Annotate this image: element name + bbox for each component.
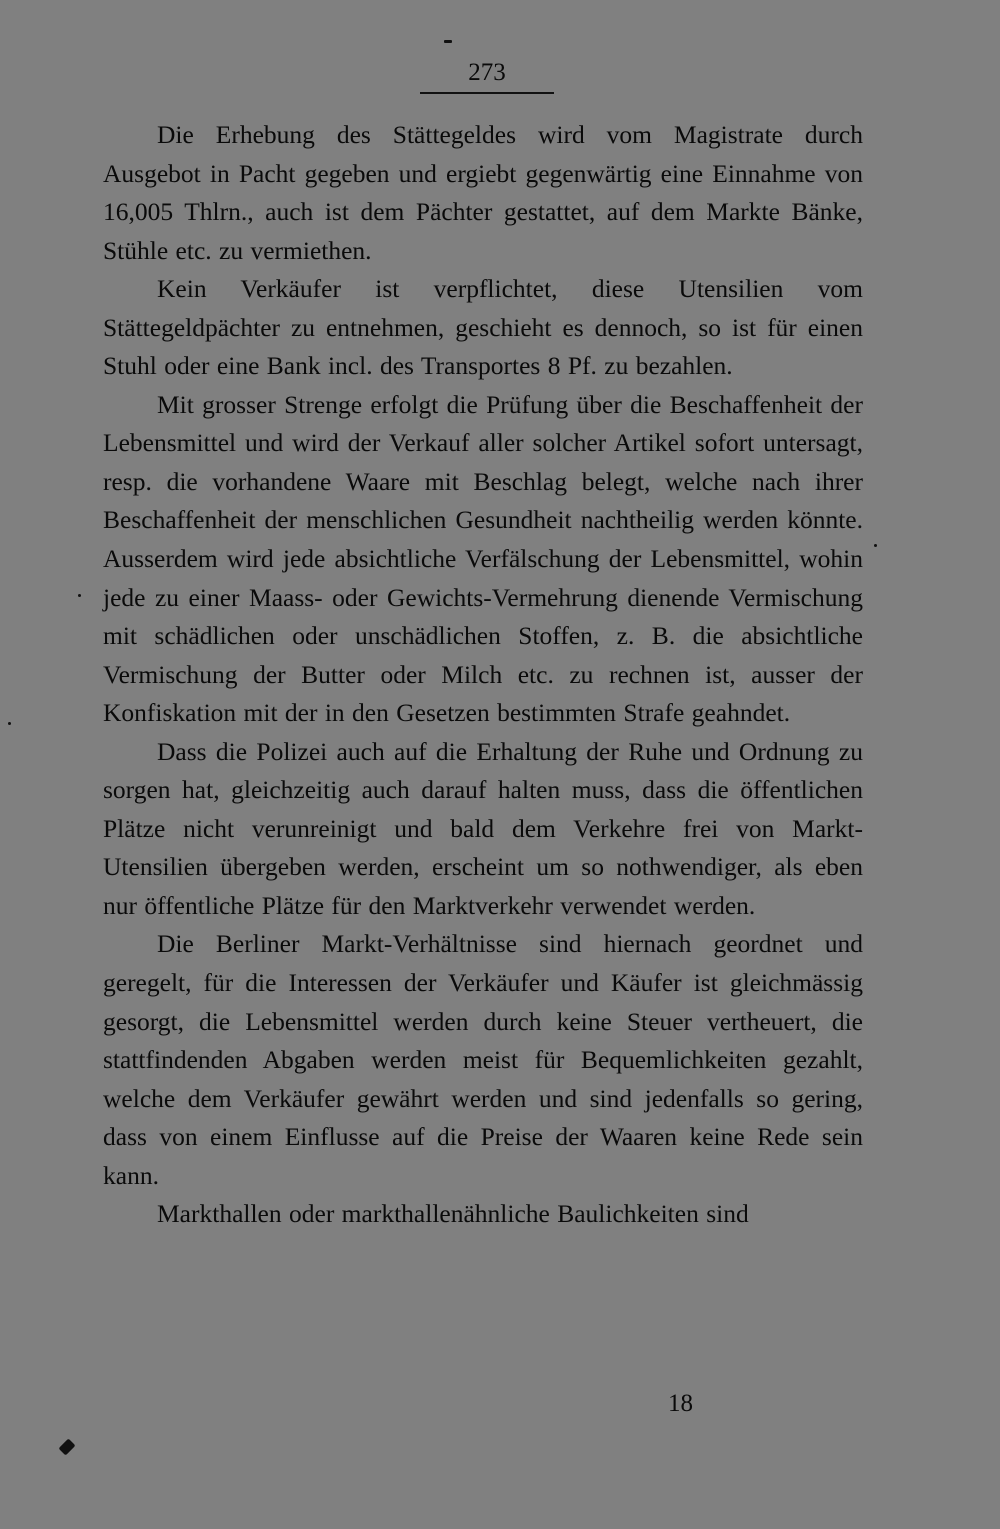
paragraph: Markthallen oder markthallenähnliche Baulichkeiten sind: [157, 1199, 749, 1229]
paragraph: Mit grosser Strenge erfolgt die Prüfung über die Beschaffenheit der Lebensmittel und wird der Verkauf aller solcher Artikel sofort untersagt, resp. die vorhandene Waare mit Beschlag belegt, welche nach ihrer Beschaffenheit der menschlichen Gesundheit nachtheilig werden könnte. Ausserdem wird jede absichtliche Verfälschung der Lebensmittel, wohin jede zu einer Maass- oder Gewichts-Vermehrung dienende Vermischung mit schädlichen oder unschädlichen Stoffen, z. B. die absichtliche Vermischung der Butter oder Milch etc. zu rechnen ist, ausser der Konfiskation mit der in den Gesetzen bestimmten Strafe geahndet.: [103, 389, 863, 728]
paragraph: Die Erhebung des Stättegeldes wird vom Magistrate durch Ausgebot in Pacht gegeben und ergiebt gegenwärtig eine Einnahme von 16,005 Thlrn., auch ist dem Pächter gestattet, auf dem Markte Bänke, Stühle etc. zu vermiethen.: [103, 120, 863, 265]
ink-blot-icon: [59, 1439, 76, 1456]
body-text: [103, 116, 863, 1234]
scan-speck: [444, 40, 452, 43]
scan-speck: [8, 722, 11, 725]
signature-mark: 18: [668, 1390, 693, 1417]
scan-speck: [874, 544, 877, 547]
paragraph: Die Berliner Markt-Verhältnisse sind hiernach geordnet und geregelt, für die Interessen der Verkäufer und Käufer ist gleichmässig gesorgt, die Lebensmittel werden durch keine Steuer vertheuert, die stattfindenden Abgaben werden meist für Bequemlichkeiten gezahlt, welche dem Verkäufer gewährt werden und sind jedenfalls so gering, dass von einem Einflusse auf die Preise der Waaren keine Rede sein kann.: [103, 929, 863, 1190]
paragraph: Dass die Polizei auch auf die Erhaltung der Ruhe und Ordnung zu sorgen hat, gleichzeitig auch darauf halten muss, dass die öffentlichen Plätze nicht verunreinigt und bald dem Verkehre frei von Markt-Utensilien übergeben werden, erscheint um so nothwendiger, als eben nur öffentliche Plätze für den Marktverkehr verwendet werden.: [103, 736, 863, 920]
scan-speck: [78, 594, 81, 597]
paragraph: Kein Verkäufer ist verpflichtet, diese Utensilien vom Stättegeldpächter zu entnehmen, geschieht es dennoch, so ist für einen Stuhl oder eine Bank incl. des Transportes 8 Pf. zu bezahlen.: [103, 274, 863, 381]
page-number: 273: [420, 56, 554, 94]
